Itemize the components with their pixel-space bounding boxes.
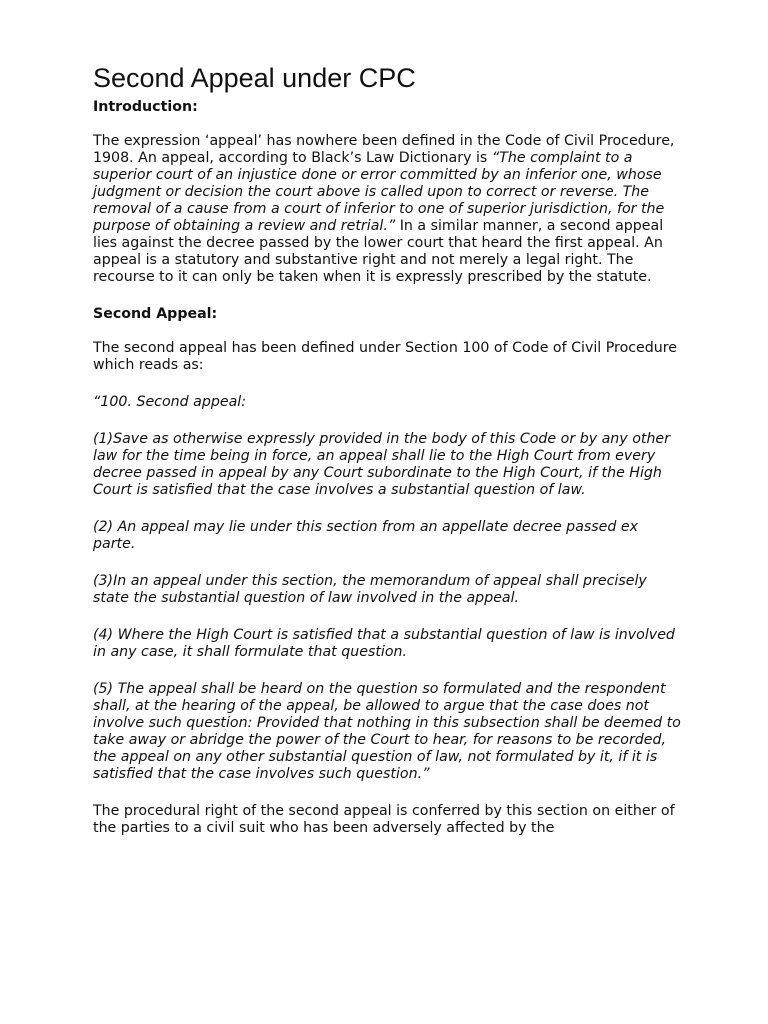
section-title: “100. Second appeal: — [93, 394, 247, 410]
intro-text-start: The expression ‘appeal’ has nowhere been defined in the Code of Civil Procedure, 1908. An appeal, according to Black’s Law Dictionary is — [93, 133, 675, 166]
clause-2: (2) An appeal may lie under this section from an appellate decree passed ex parte. — [93, 519, 639, 552]
closing-paragraph: The procedural right of the second appeal is conferred by this section on either of the parties to a civil suit who has been adversely affected by the — [93, 803, 675, 836]
introduction-paragraph — [93, 133, 683, 286]
document-page — [93, 62, 683, 837]
page-title: Second Appeal under CPC — [93, 63, 416, 93]
blacks-law-quote: “The complaint to a superior court of an injustice done or error committed by an inferior one, whose judgment or decision the court above is called upon to correct or reverse. The removal of a cause from a court of inferior to one of superior jurisdiction, for the purpose of obtaining a review and retrial.” — [93, 150, 665, 234]
clause-4: (4) Where the High Court is satisfied that a substantial question of law is involved in any case, it shall formulate that question. — [93, 627, 675, 660]
second-appeal-heading: Second Appeal: — [93, 306, 218, 322]
clause-1: (1)Save as otherwise expressly provided in the body of this Code or by any other law for the time being in force, an appeal shall lie to the High Court from every decree passed in appeal by any Court subordinate to the High Court, if the High Court is satisfied that the case involves a substantial question of law. — [93, 431, 670, 498]
intro-text-end: In a similar manner, a second appeal lies against the decree passed by the lower court that heard the first appeal. An appeal is a statutory and substantive right and not merely a legal right. The recourse to it can only be taken when it is expressly prescribed by the statute. — [93, 218, 664, 285]
clause-3: (3)In an appeal under this section, the memorandum of appeal shall precisely state the substantial question of law involved in the appeal. — [93, 573, 647, 606]
clause-5: (5) The appeal shall be heard on the question so formulated and the respondent shall, at the hearing of the appeal, be allowed to argue that the case does not involve such question: Provided that nothing in this subsection shall be deemed to take away or abridge the power of the Court to hear, for reasons to be recorded, the appeal on any other substantial question of law, not formulated by it, if it is satisfied that the case involves such question.” — [93, 681, 681, 782]
introduction-heading: Introduction: — [93, 99, 198, 115]
second-appeal-intro: The second appeal has been defined under Section 100 of Code of Civil Procedure which reads as: — [93, 340, 678, 373]
